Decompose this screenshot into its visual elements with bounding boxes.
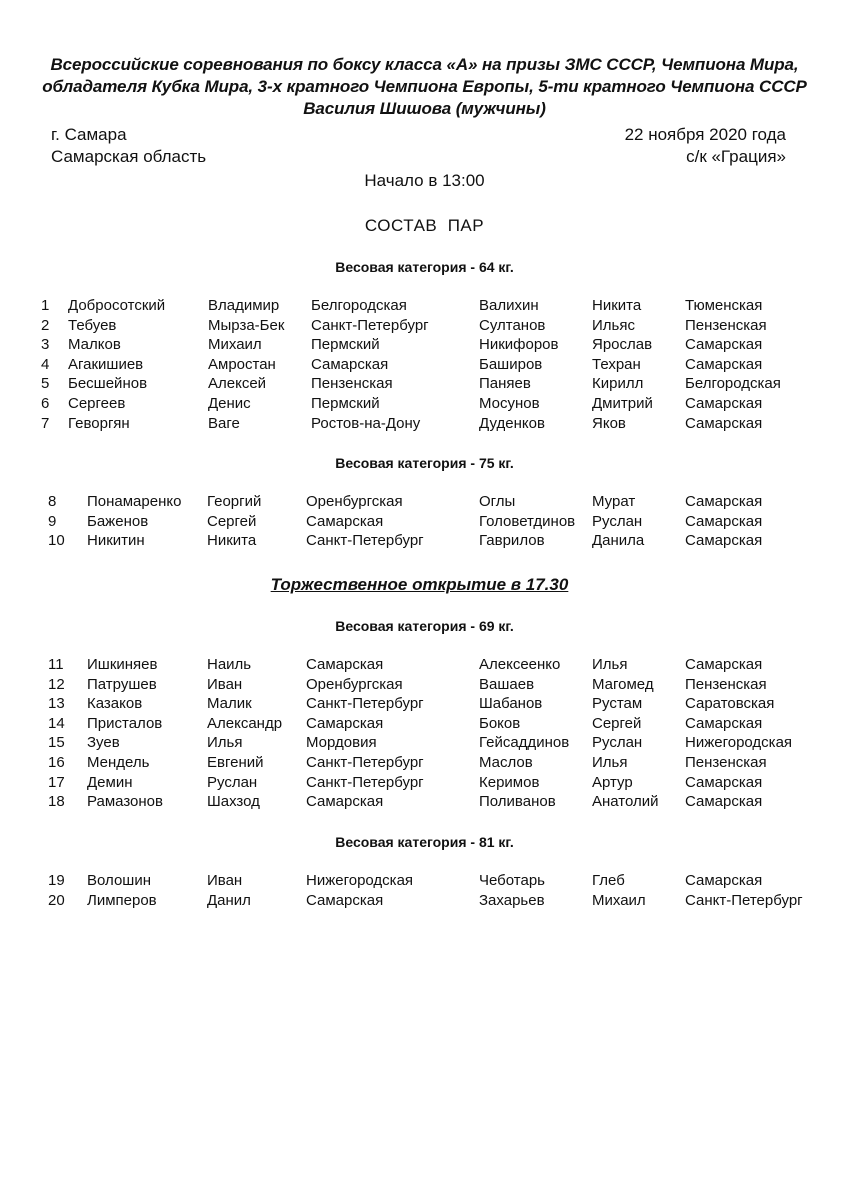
- boxer2-last-name: Боков: [479, 714, 521, 732]
- table-row: [0, 513, 849, 533]
- boxer1-first-name: Георгий: [207, 493, 262, 510]
- boxer2-first-name: Артур: [592, 773, 633, 791]
- boxer1-last-name: Тебуев: [68, 316, 117, 334]
- boxer2-region: Самарская: [685, 656, 763, 673]
- city: г. Самара: [51, 125, 127, 144]
- pair-number: 3: [41, 336, 50, 354]
- boxer2-first-name: Рустам: [592, 695, 643, 713]
- boxer2-region: Санкт-Петербург: [685, 891, 803, 909]
- boxer1-last-name: Геворгян: [68, 414, 130, 432]
- boxer1-region: Ростов-на-Дону: [311, 414, 421, 432]
- boxer1-region: Санкт-Петербург: [306, 532, 424, 550]
- boxer1-last-name: Ишкиняев: [87, 656, 158, 673]
- boxer1-first-name: Руслан: [207, 773, 258, 791]
- table-row: [0, 532, 849, 552]
- boxer1-region: Самарская: [311, 355, 389, 373]
- pair-number: 1: [41, 297, 50, 314]
- boxer2-region: Пензенская: [685, 753, 767, 771]
- table-row: [0, 297, 849, 317]
- boxer1-region: Нижегородская: [306, 872, 414, 889]
- table-row: [0, 715, 849, 735]
- boxer2-last-name: Головетдинов: [479, 512, 576, 530]
- boxer1-last-name: Лимперов: [87, 891, 157, 909]
- boxer2-first-name: Глеб: [592, 872, 625, 889]
- boxer2-region: Самарская: [685, 512, 763, 530]
- pair-number: 2: [41, 316, 50, 334]
- boxer1-region: Мордовия: [306, 734, 377, 752]
- event-date: 22 ноября 2020 года: [624, 125, 786, 144]
- start-time: Начало в 13:00: [364, 171, 485, 190]
- boxer1-first-name: Владимир: [208, 297, 280, 314]
- boxer1-first-name: Ваге: [208, 414, 240, 432]
- boxer1-region: Пермский: [311, 336, 380, 354]
- pair-number: 18: [48, 793, 65, 811]
- boxer2-first-name: Анатолий: [592, 793, 659, 811]
- table-row: [0, 793, 849, 813]
- boxer1-region: Санкт-Петербург: [306, 695, 424, 713]
- boxer1-last-name: Патрушев: [87, 675, 157, 693]
- boxer1-first-name: Алексей: [208, 375, 267, 393]
- date-venue-block: [625, 124, 786, 168]
- location-block: [51, 124, 206, 168]
- boxer1-first-name: Мырза-Бек: [208, 316, 285, 334]
- boxer2-last-name: Никифоров: [479, 336, 559, 354]
- boxer1-region: Самарская: [306, 793, 384, 811]
- table-row: [0, 754, 849, 774]
- pair-number: 19: [48, 872, 65, 889]
- boxer1-region: Самарская: [306, 512, 384, 530]
- table-row: [0, 656, 849, 676]
- boxer2-last-name: Алексеенко: [479, 656, 561, 673]
- boxer2-last-name: Гейсаддинов: [479, 734, 570, 752]
- boxer2-last-name: Дуденков: [479, 414, 545, 432]
- pair-number: 9: [48, 512, 57, 530]
- boxer1-first-name: Наиль: [207, 656, 252, 673]
- pair-number: 16: [48, 753, 65, 771]
- boxer1-last-name: Мендель: [87, 753, 150, 771]
- boxer2-first-name: Ильяс: [592, 316, 635, 334]
- table-row: [0, 734, 849, 754]
- table-row: [0, 336, 849, 356]
- boxer2-first-name: Ярослав: [592, 336, 653, 354]
- boxer1-last-name: Рамазонов: [87, 793, 163, 811]
- category-title-64: Весовая категория - 64 кг.: [335, 259, 514, 275]
- boxer2-last-name: Баширов: [479, 355, 543, 373]
- boxer2-region: Белгородская: [685, 375, 781, 393]
- boxer1-last-name: Понамаренко: [87, 493, 182, 510]
- table-row: [0, 676, 849, 696]
- pair-number: 6: [41, 394, 50, 412]
- pair-number: 14: [48, 714, 65, 732]
- table-row: [0, 695, 849, 715]
- boxer1-first-name: Никита: [207, 532, 257, 550]
- boxer1-region: Самарская: [306, 656, 384, 673]
- boxer2-region: Самарская: [685, 773, 763, 791]
- table-row: [0, 375, 849, 395]
- boxer2-first-name: Данила: [592, 532, 645, 550]
- boxer1-last-name: Добросотский: [68, 297, 166, 314]
- table-row: [0, 493, 849, 513]
- boxer2-region: Тюменская: [685, 297, 763, 314]
- boxer1-last-name: Малков: [68, 336, 121, 354]
- pair-number: 12: [48, 675, 65, 693]
- boxer2-last-name: Захарьев: [479, 891, 545, 909]
- boxer1-last-name: Присталов: [87, 714, 163, 732]
- boxer2-last-name: Чеботарь: [479, 872, 545, 889]
- region: Самарская область: [51, 147, 207, 166]
- boxer2-last-name: Мосунов: [479, 394, 540, 412]
- boxer1-region: Пензенская: [311, 375, 393, 393]
- boxer1-last-name: Баженов: [87, 512, 149, 530]
- page-title: Всероссийские соревнования по боксу класса «А» на призы ЗМС СССР, Чемпиона Мира, обладателя Кубка Мира, 3-х кратного Чемпиона Европы, 5-ти кратного Чемпиона СССР Василия Шишова (мужчины): [42, 55, 807, 118]
- table-row: [0, 774, 849, 794]
- boxer1-first-name: Данил: [207, 891, 251, 909]
- boxer2-region: Самарская: [685, 872, 763, 889]
- boxer1-first-name: Иван: [207, 872, 243, 889]
- boxer2-first-name: Техран: [592, 355, 641, 373]
- pair-number: 8: [48, 493, 57, 510]
- boxer2-first-name: Руслан: [592, 512, 643, 530]
- pair-number: 10: [48, 532, 65, 550]
- section-title: СОСТАВ ПАР: [364, 216, 485, 235]
- category-title-81: Весовая категория - 81 кг.: [335, 834, 514, 850]
- boxer1-first-name: Шахзод: [207, 793, 260, 811]
- boxer1-last-name: Казаков: [87, 695, 143, 713]
- boxer2-last-name: Оглы: [479, 493, 516, 510]
- boxer1-last-name: Бесшейнов: [68, 375, 148, 393]
- boxer2-first-name: Магомед: [592, 675, 654, 693]
- pair-number: 20: [48, 891, 65, 909]
- boxer1-last-name: Сергеев: [68, 394, 126, 412]
- boxer2-last-name: Паняев: [479, 375, 531, 393]
- boxer1-region: Санкт-Петербург: [306, 753, 424, 771]
- boxer2-first-name: Михаил: [592, 891, 646, 909]
- boxer1-first-name: Михаил: [208, 336, 262, 354]
- boxer1-last-name: Никитин: [87, 532, 145, 550]
- ceremony-announcement: Торжественное открытие в 17.30: [270, 575, 569, 594]
- pairs-table-69: [0, 656, 849, 813]
- boxer1-last-name: Зуев: [87, 734, 120, 752]
- pair-number: 7: [41, 414, 50, 432]
- boxer2-region: Самарская: [685, 336, 763, 354]
- pair-number: 15: [48, 734, 65, 752]
- boxer2-last-name: Керимов: [479, 773, 540, 791]
- boxer2-first-name: Руслан: [592, 734, 643, 752]
- table-row: [0, 415, 849, 435]
- table-row: [0, 317, 849, 337]
- boxer2-first-name: Никита: [592, 297, 642, 314]
- table-row: [0, 892, 849, 912]
- boxer1-region: Оренбургская: [306, 675, 403, 693]
- pairs-table-64: [0, 297, 849, 434]
- boxer1-region: Белгородская: [311, 297, 407, 314]
- venue: с/к «Грация»: [686, 147, 786, 166]
- boxer1-first-name: Денис: [208, 394, 251, 412]
- boxer2-region: Пензенская: [685, 675, 767, 693]
- boxer2-region: Самарская: [685, 493, 763, 510]
- boxer2-last-name: Султанов: [479, 316, 546, 334]
- boxer1-last-name: Агакишиев: [68, 355, 144, 373]
- boxer1-first-name: Илья: [207, 734, 243, 752]
- boxer2-region: Самарская: [685, 414, 763, 432]
- boxer1-first-name: Малик: [207, 695, 252, 713]
- boxer2-last-name: Валихин: [479, 297, 539, 314]
- boxer2-first-name: Мурат: [592, 493, 636, 510]
- boxer2-region: Самарская: [685, 532, 763, 550]
- pair-number: 5: [41, 375, 50, 393]
- table-row: [0, 872, 849, 892]
- boxer2-region: Пензенская: [685, 316, 767, 334]
- pair-number: 17: [48, 773, 65, 791]
- boxer2-region: Самарская: [685, 394, 763, 412]
- boxer1-first-name: Евгений: [207, 753, 264, 771]
- boxer1-last-name: Демин: [87, 773, 133, 791]
- boxer2-region: Самарская: [685, 714, 763, 732]
- boxer1-last-name: Волошин: [87, 872, 151, 889]
- boxer2-first-name: Илья: [592, 753, 628, 771]
- pair-number: 4: [41, 355, 50, 373]
- boxer2-region: Саратовская: [685, 695, 775, 713]
- pair-number: 11: [48, 656, 64, 673]
- boxer2-last-name: Маслов: [479, 753, 533, 771]
- table-row: [0, 395, 849, 415]
- boxer2-first-name: Сергей: [592, 714, 642, 732]
- boxer2-last-name: Поливанов: [479, 793, 556, 811]
- boxer2-region: Нижегородская: [685, 734, 793, 752]
- boxer1-first-name: Александр: [207, 714, 283, 732]
- pairs-table-75: [0, 493, 849, 552]
- category-title-75: Весовая категория - 75 кг.: [335, 455, 514, 471]
- boxer1-first-name: Сергей: [207, 512, 257, 530]
- boxer1-region: Пермский: [311, 394, 380, 412]
- boxer2-first-name: Яков: [592, 414, 626, 432]
- boxer2-region: Самарская: [685, 793, 763, 811]
- pairs-table-81: [0, 872, 849, 911]
- boxer1-region: Самарская: [306, 891, 384, 909]
- boxer2-last-name: Шабанов: [479, 695, 543, 713]
- boxer2-first-name: Кирилл: [592, 375, 644, 393]
- boxer1-first-name: Амростан: [208, 355, 276, 373]
- boxer2-last-name: Гаврилов: [479, 532, 545, 550]
- boxer1-region: Оренбургская: [306, 493, 403, 510]
- table-row: [0, 356, 849, 376]
- boxer2-first-name: Дмитрий: [592, 394, 653, 412]
- category-title-69: Весовая категория - 69 кг.: [335, 618, 514, 634]
- boxer1-region: Санкт-Петербург: [306, 773, 424, 791]
- boxer2-first-name: Илья: [592, 656, 628, 673]
- boxer1-region: Самарская: [306, 714, 384, 732]
- boxer1-region: Санкт-Петербург: [311, 316, 429, 334]
- boxer2-last-name: Вашаев: [479, 675, 535, 693]
- boxer2-region: Самарская: [685, 355, 763, 373]
- boxer1-first-name: Иван: [207, 675, 243, 693]
- pair-number: 13: [48, 695, 65, 713]
